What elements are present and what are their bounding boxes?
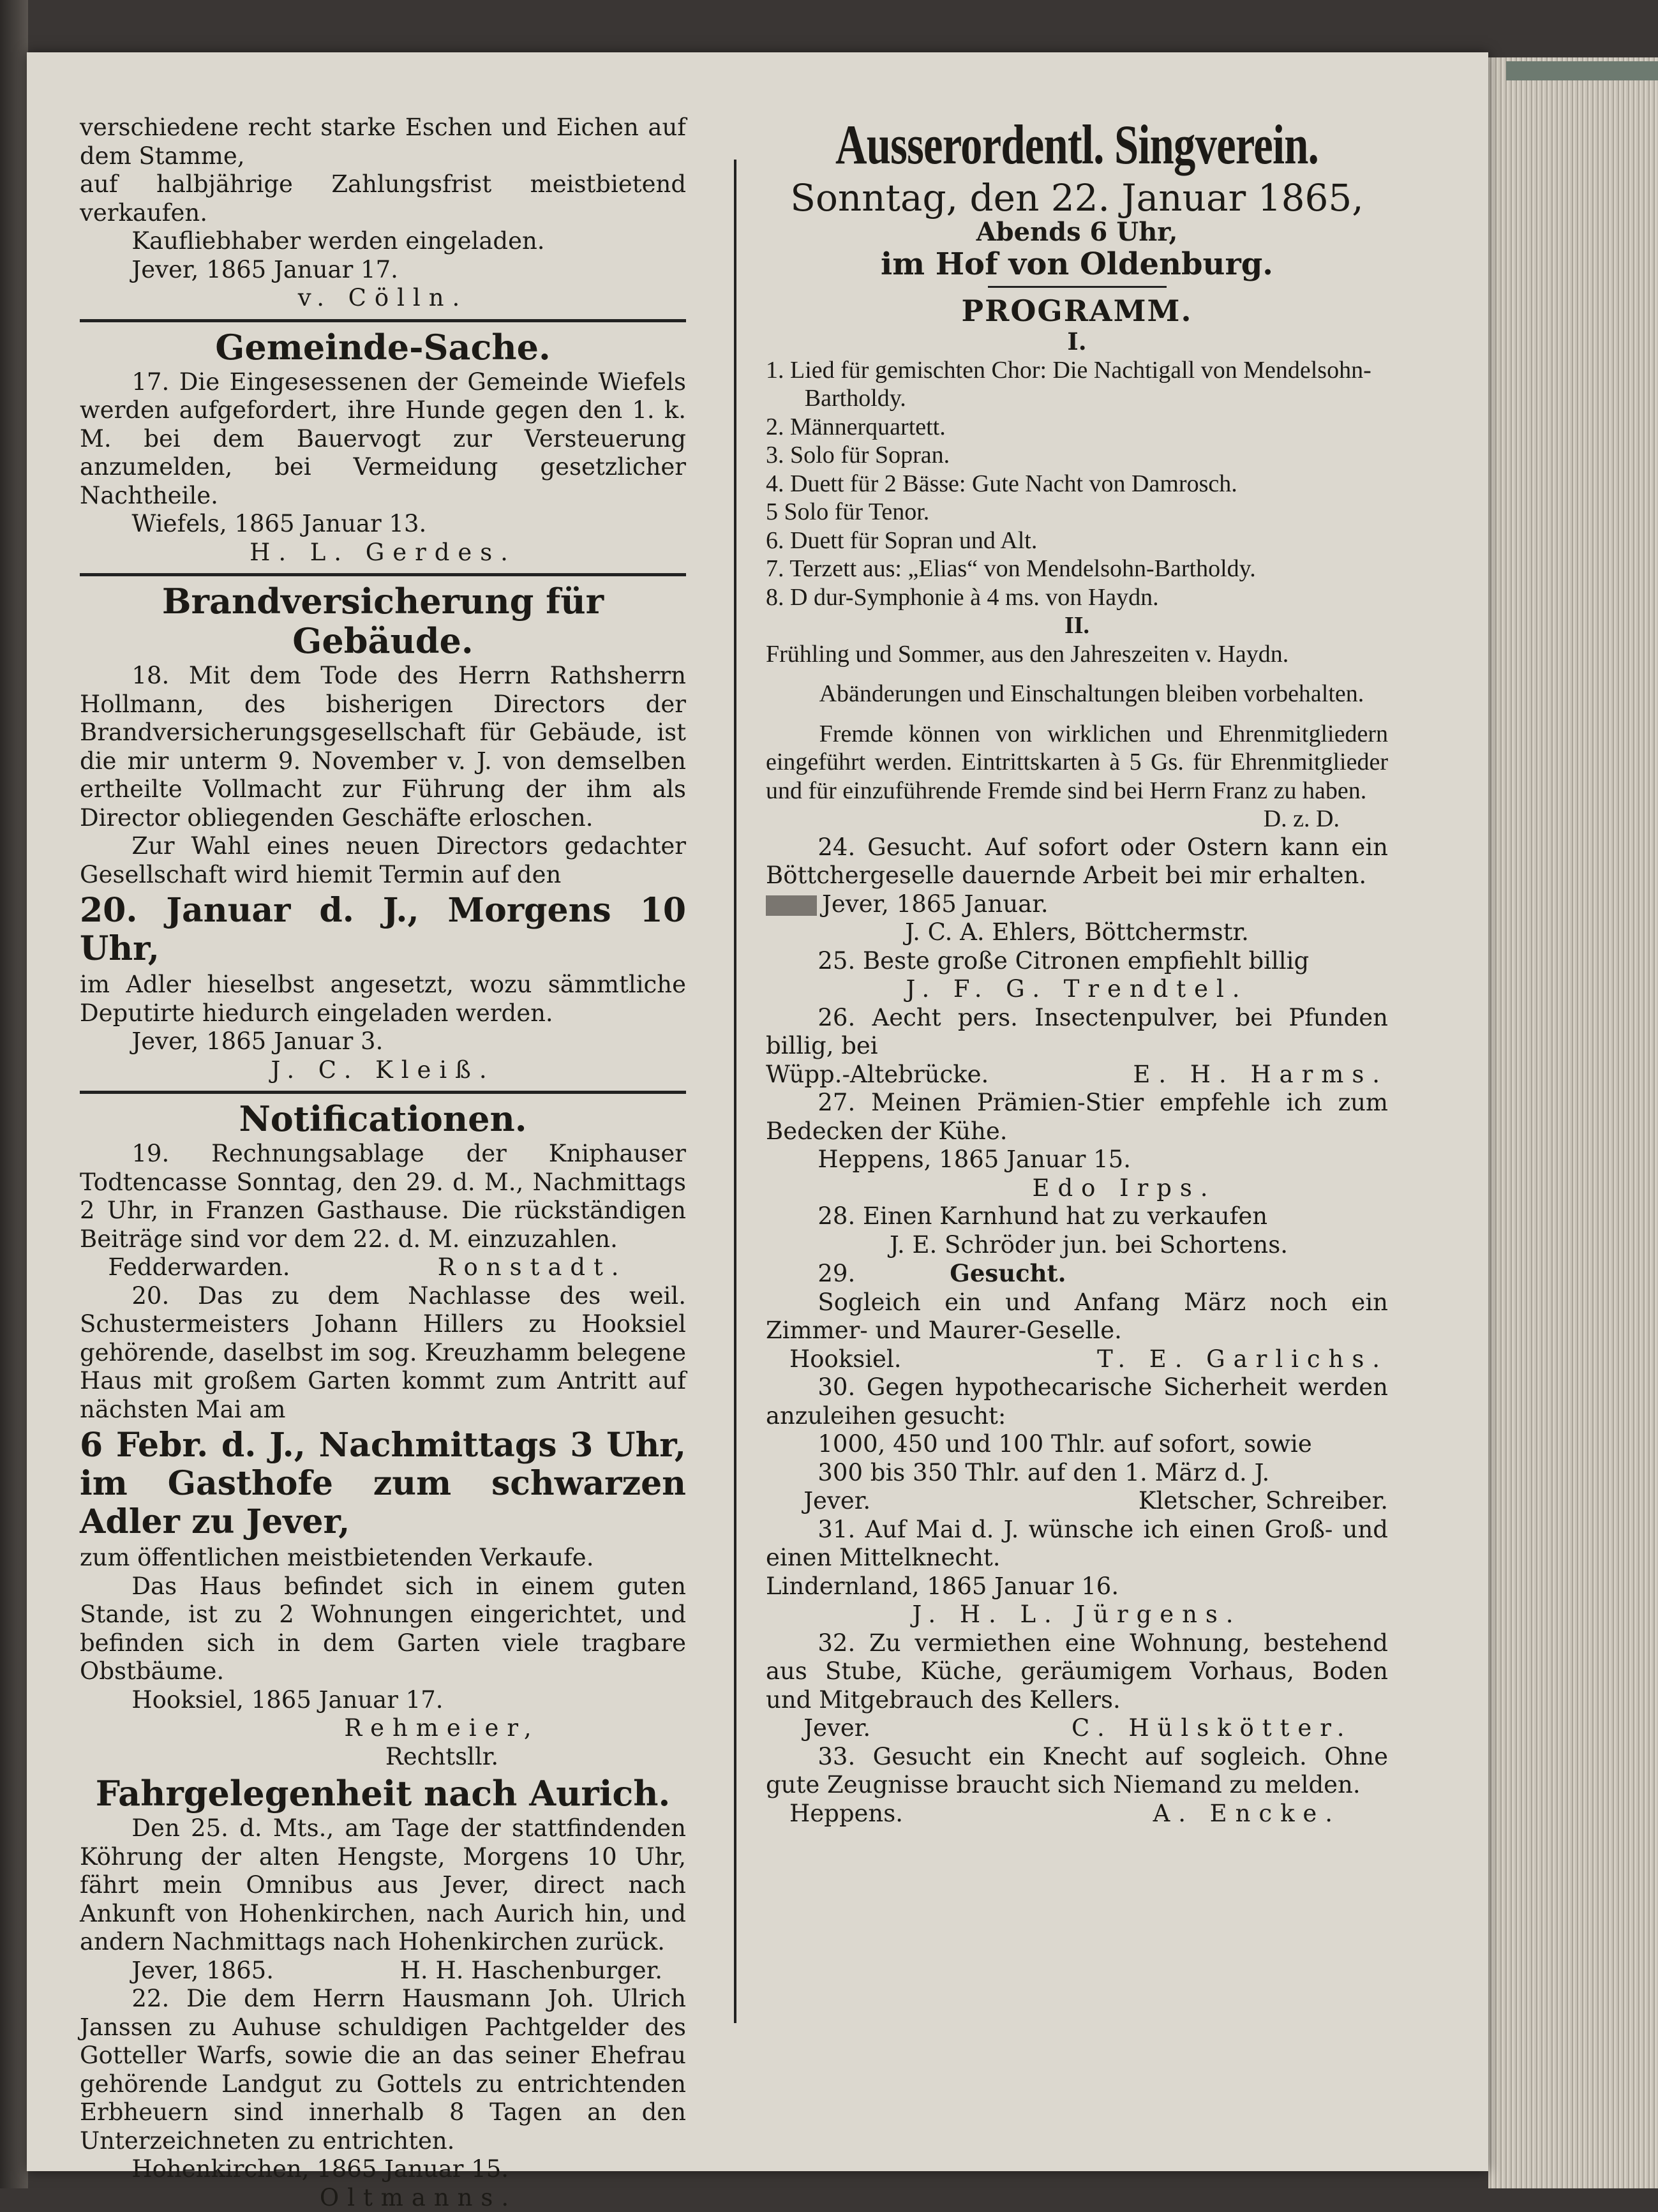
n27-text: 27. Meinen Prämien-Stier empfehle ich zum Bedecken der Kühe.	[766, 1089, 1388, 1146]
n29-heading-row	[766, 1259, 1388, 1289]
programm-item: 6. Duett für Sopran und Alt.	[766, 527, 1388, 555]
n20-auction-date: 6 Febr. d. J., Nachmittags 3 Uhr, im Gasthofe zum schwarzen Adler zu Jever,	[80, 1426, 686, 1541]
n26-place: Wüpp.-Altebrücke.	[766, 1061, 989, 1089]
n29-signature-row	[766, 1345, 1388, 1374]
brand-place: Jever, 1865 Januar 3.	[80, 1028, 686, 1056]
n31-text: 31. Auf Mai d. J. wünsche ich einen Groß- und einen Mittelknecht.	[766, 1516, 1388, 1573]
programm-item: 2. Männerquartett.	[766, 413, 1388, 442]
n19-signature-row	[80, 1253, 686, 1282]
programm-item: 1. Lied für gemischten Chor: Die Nachtigall von Mendelsohn-Bartholdy.	[766, 356, 1388, 413]
top-signature: v. Cölln.	[80, 284, 686, 313]
n22-place: Hohenkirchen, 1865 Januar 15.	[80, 2155, 686, 2184]
gemeinde-place: Wiefels, 1865 Januar 13.	[80, 510, 686, 539]
n26-signature-row	[766, 1061, 1388, 1089]
top-line-3: Kaufliebhaber werden eingeladen.	[80, 227, 686, 256]
n28-signature: J. E. Schröder jun. bei Schortens.	[766, 1231, 1388, 1260]
brand-text: 18. Mit dem Tode des Herrn Rathsherrn Hollmann, des bisherigen Directors der Brandversicherungsgesellschaft für Gebäude, ist die mir unterm 9. November v. J. von demselben ertheilte Vollmacht zur Führung der ihm als Director obliegenden Geschäfte erloschen.	[80, 662, 686, 832]
title-rule	[988, 286, 1167, 288]
programm-item: 3. Solo für Sopran.	[766, 441, 1388, 470]
brand-signature: J. C. Kleiß.	[80, 1056, 686, 1085]
n29-heading: Gesucht.	[950, 1259, 1066, 1287]
book-left-edge	[0, 0, 28, 2188]
programm-heading: PROGRAMM.	[766, 294, 1388, 327]
programm-item: 4. Duett für 2 Bässe: Gute Nacht von Damrosch.	[766, 470, 1388, 498]
top-line-1: verschiedene recht starke Eschen und Eichen auf dem Stamme,	[80, 114, 686, 170]
n20-signature-title: Rechtsllr.	[80, 1743, 686, 1772]
n19-text: 19. Rechnungsablage der Kniphauser Todtencasse Sonntag, den 29. d. M., Nachmittags 2 Uhr, in Franzen Gasthause. Die rückständigen Beiträge sind vor dem 22. d. M. einzuzahlen.	[80, 1140, 686, 1253]
concert-venue: im Hof von Oldenburg.	[766, 246, 1388, 282]
n19-signature: Ronstadt.	[438, 1253, 686, 1282]
brand-date: 20. Januar d. J., Morgens 10 Uhr,	[80, 892, 686, 968]
left-column	[80, 114, 686, 2212]
programm-part-1: I.	[766, 327, 1388, 356]
top-line-2: auf halbjährige Zahlungsfrist meistbietend verkaufen.	[80, 170, 686, 227]
fahr-signature-row	[80, 1957, 686, 1985]
concert-signature: D. z. D.	[766, 805, 1388, 833]
programm-item: 8. D dur-Symphonie à 4 ms. von Haydn.	[766, 583, 1388, 612]
section-rule	[80, 573, 686, 576]
gemeinde-heading: Gemeinde-Sache.	[80, 327, 686, 367]
n24-signature: J. C. A. Ehlers, Böttchermstr.	[766, 918, 1388, 947]
n24-place: Jever, 1865 Januar.	[822, 890, 1049, 918]
n33-signature: A. Encke.	[1153, 1800, 1388, 1828]
programm-part-2-text: Frühling und Sommer, aus den Jahreszeiten v. Haydn.	[766, 640, 1388, 669]
n31-signature: J. H. L. Jürgens.	[766, 1601, 1388, 1629]
n20-place: Hooksiel, 1865 Januar 17.	[80, 1686, 686, 1715]
n28-text: 28. Einen Karnhund hat zu verkaufen	[766, 1202, 1388, 1231]
section-rule	[80, 1091, 686, 1094]
n24-place-row	[766, 890, 1388, 919]
n31-place: Lindernland, 1865 Januar 16.	[766, 1573, 1388, 1601]
n20-signature: Rehmeier,	[80, 1714, 686, 1743]
n33-text: 33. Gesucht ein Knecht auf sogleich. Ohne gute Zeugnisse braucht sich Niemand zu melden.	[766, 1743, 1388, 1800]
n25-signature: J. F. G. Trendtel.	[766, 975, 1388, 1004]
n33-signature-row	[766, 1800, 1388, 1828]
n27-signature: Edo Irps.	[766, 1174, 1388, 1203]
brand-text-3: im Adler hieselbst angesetzt, wozu sämmtliche Deputirte hiedurch eingeladen werden.	[80, 971, 686, 1028]
n27-place: Heppens, 1865 Januar 15.	[766, 1146, 1388, 1174]
book-page-edges	[1488, 57, 1658, 2188]
top-line-4: Jever, 1865 Januar 17.	[80, 256, 686, 285]
concert-title: Ausserordentl. Singverein.	[834, 114, 1320, 177]
programm-item: 7. Terzett aus: „Elias“ von Mendelsohn-Bartholdy.	[766, 555, 1388, 583]
programm-item: 5 Solo für Tenor.	[766, 498, 1388, 527]
fahr-place: Jever, 1865.	[80, 1957, 274, 1985]
fahr-heading: Fahrgelegenheit nach Aurich.	[80, 1774, 686, 1813]
n30-signature: Kletscher, Schreiber.	[1139, 1487, 1388, 1516]
n19-place: Fedderwarden.	[80, 1253, 290, 1282]
concert-date: Sonntag, den 22. Januar 1865,	[766, 177, 1388, 218]
column-divider	[734, 160, 736, 2023]
notif-heading: Notificationen.	[80, 1099, 686, 1139]
n32-signature-row	[766, 1714, 1388, 1743]
n22-text: 22. Die dem Herrn Hausmann Joh. Ulrich Janssen zu Auhuse schuldigen Pachtgelder des Gotteller Warfs, sowie die an das seiner Ehefrau gehörende Landgut zu Gottels zu entrichtenden Erbheuern sind innerhalb 8 Tagen an den Unterzeichneten zu entrichten.	[80, 1985, 686, 2155]
n25-text: 25. Beste große Citronen empfiehlt billig	[766, 947, 1388, 976]
concert-time: Abends 6 Uhr,	[766, 218, 1388, 246]
n30-line-b: 300 bis 350 Thlr. auf den 1. März d. J.	[766, 1459, 1388, 1488]
n20-text-3: Das Haus befindet sich in einem guten Stande, ist zu 2 Wohnungen eingerichtet, und befinden sich in dem Garten viele tragbare Obstbäume.	[80, 1573, 686, 1686]
section-rule	[80, 319, 686, 322]
n29-signature: T. E. Garlichs.	[1097, 1345, 1388, 1374]
brand-text-2: Zur Wahl eines neuen Directors gedachter Gesellschaft wird hiemit Termin auf den	[80, 832, 686, 889]
programm-part-2: II.	[766, 611, 1388, 640]
programm-list	[766, 356, 1388, 833]
ink-smudge	[766, 895, 817, 916]
n29-number: 29.	[818, 1260, 855, 1287]
fahr-text: Den 25. d. Mts., am Tage der stattfindenden Köhrung der alten Hengste, Morgens 10 Uhr, fährt mein Omnibus aus Jever, direct nach Ankunft von Hohenkirchen, nach Aurich hin, und andern Nachmittags nach Hohenkirchen zurück.	[80, 1814, 686, 1957]
n30-line-a: 1000, 450 und 100 Thlr. auf sofort, sowie	[766, 1430, 1388, 1459]
n29-text: Sogleich ein und Anfang März noch ein Zimmer- und Maurer-Geselle.	[766, 1289, 1388, 1345]
gemeinde-text: 17. Die Eingesessenen der Gemeinde Wiefels werden aufgefordert, ihre Hunde gegen den 1. k. M. bei dem Bauervogt zur Versteuerung anzumelden, bei Vermeidung gesetzlicher Nachtheile.	[80, 368, 686, 511]
n30-text: 30. Gegen hypothecarische Sicherheit werden anzuleihen gesucht:	[766, 1373, 1388, 1430]
n30-signature-row	[766, 1487, 1388, 1516]
n24-text: 24. Gesucht. Auf sofort oder Ostern kann ein Böttchergeselle dauernde Arbeit bei mir erhalten.	[766, 833, 1388, 890]
n32-signature: C. Hülskötter.	[1072, 1714, 1388, 1743]
guests-note: Fremde können von wirklichen und Ehrenmitgliedern eingeführt werden. Eintrittskarten à 5 Gs. für Ehrenmitglieder und für einzuführende Fremde sind bei Herrn Franz zu haben.	[766, 720, 1388, 805]
book-spine-top	[1506, 61, 1658, 80]
n33-place: Heppens.	[766, 1800, 903, 1828]
changes-note: Abänderungen und Einschaltungen bleiben vorbehalten.	[766, 680, 1388, 708]
n20-text-2: zum öffentlichen meistbietenden Verkaufe.	[80, 1544, 686, 1573]
brand-heading: Brandversicherung für Gebäude.	[80, 581, 686, 661]
n32-place: Jever.	[766, 1714, 870, 1743]
n26-signature: E. H. Harms.	[1133, 1061, 1388, 1089]
gemeinde-signature: H. L. Gerdes.	[80, 539, 686, 567]
n32-text: 32. Zu vermiethen eine Wohnung, bestehend aus Stube, Küche, geräumigem Vorhaus, Boden und Mitgebrauch des Kellers.	[766, 1629, 1388, 1715]
right-column	[766, 114, 1388, 1828]
n22-signature: Oltmanns.	[80, 2184, 686, 2212]
n26-text: 26. Aecht pers. Insectenpulver, bei Pfunden billig, bei	[766, 1004, 1388, 1061]
n29-place: Hooksiel.	[766, 1345, 902, 1374]
fahr-signature: H. H. Haschenburger.	[400, 1957, 686, 1985]
n30-place: Jever.	[766, 1487, 870, 1516]
n20-text: 20. Das zu dem Nachlasse des weil. Schustermeisters Johann Hillers zu Hooksiel gehörende, daselbst im sog. Kreuzhamm belegene Haus mit großem Garten kommt zum Antritt auf nächsten Mai am	[80, 1282, 686, 1424]
